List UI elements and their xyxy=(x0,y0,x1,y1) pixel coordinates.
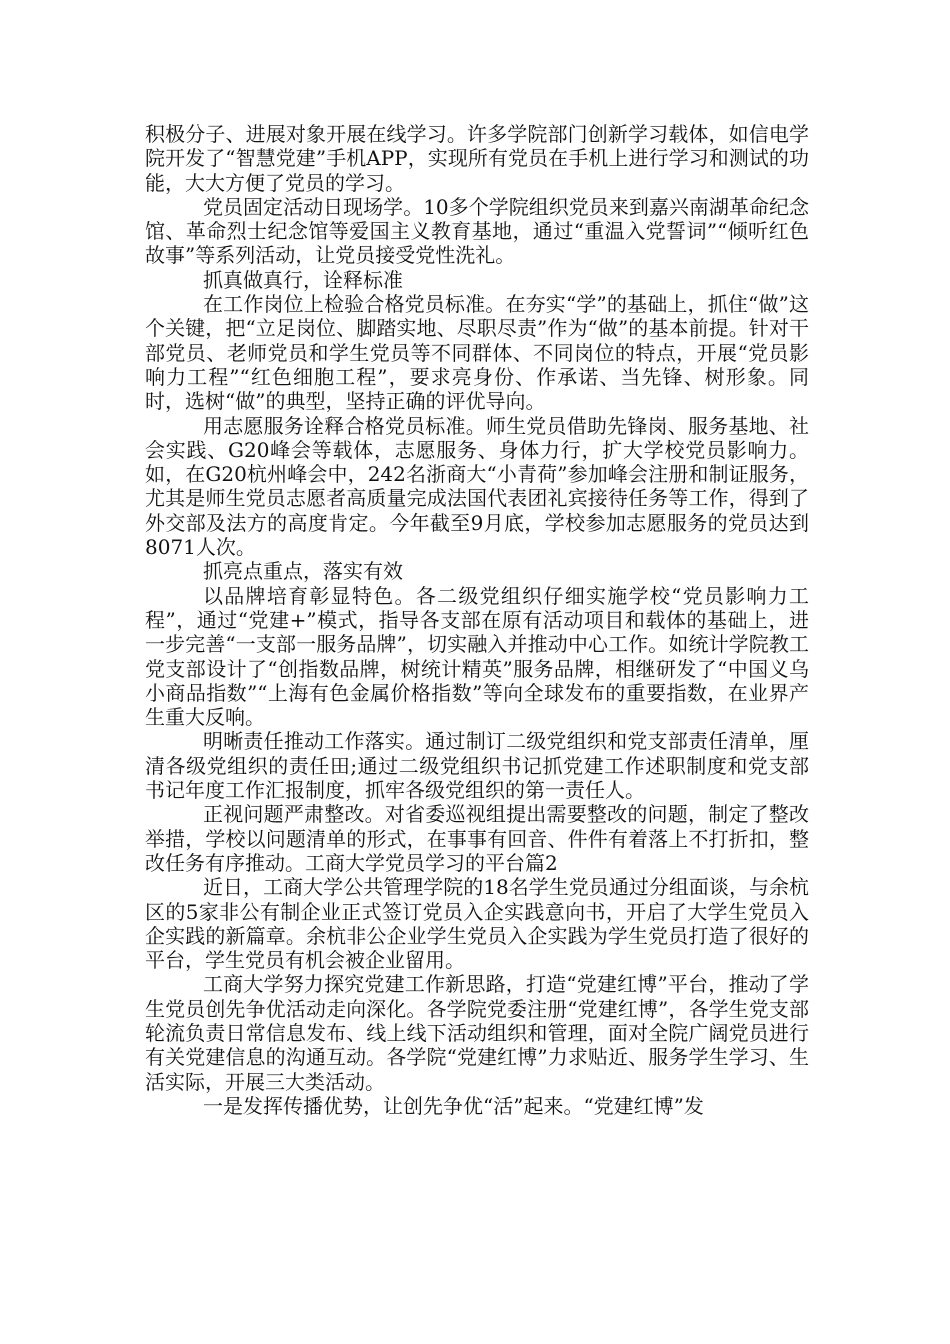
paragraph: 一是发挥传播优势，让创先争优“活”起来。“党建红博”发 xyxy=(203,1093,704,1118)
section-heading: 抓亮点重点，落实有效 xyxy=(203,559,403,584)
paragraph: 近日，工商大学公共管理学院的18名学生党员通过分组面谈，与余杭区的5家非公有制企业正式签订党员入企实践意向书，开启了大学生党员入企实践的新篇章。余杭非公企业学生党员入企实践为学生党员打造了很好的平台，学生党员有机会被企业留用。 xyxy=(145,875,809,973)
paragraph: 正视问题严肃整改。对省委巡视组提出需要整改的问题，制定了整改举措，学校以问题清单的形式，在事事有回音、件件有着落上不打折扣，整改任务有序推动。工商大学党员学习的平台篇2 xyxy=(145,802,809,875)
paragraph: 用志愿服务诠释合格党员标准。师生党员借助先锋岗、服务基地、社会实践、G20峰会等载体，志愿服务、身体力行，扩大学校党员影响力。如，在G20杭州峰会中，242名浙商大“小青荷”参加峰会注册和制证服务，尤其是师生党员志愿者高质量完成法国代表团礼宾接待任务等工作，得到了外交部及法方的高度肯定。今年截至9月底，学校参加志愿服务的党员达到8071人次。 xyxy=(145,413,809,560)
paragraph: 党员固定活动日现场学。10多个学院组织党员来到嘉兴南湖革命纪念馆、革命烈士纪念馆等爱国主义教育基地，通过“重温入党誓词”“倾听红色故事”等系列活动，让党员接受党性洗礼。 xyxy=(145,194,809,268)
paragraph: 以品牌培育彰显特色。各二级党组织仔细实施学校“党员影响力工程”，通过“党建+”模式，指导各支部在原有活动项目和载体的基础上，进一步完善“一支部一服务品牌”，切实融入并推动中心工作。如统计学院教工党支部设计了“创指数品牌，树统计精英”服务品牌，相继研发了“中国义乌小商品指数”“上海有色金属价格指数”等向全球发布的重要指数，在业界产生重大反响。 xyxy=(145,583,809,730)
paragraph: 在工作岗位上检验合格党员标准。在夯实“学”的基础上，抓住“做”这个关键，把“立足岗位、脚踏实地、尽职尽责”作为“做”的基本前提。针对干部党员、老师党员和学生党员等不同群体、不同岗位的特点，开展“党员影响力工程”“红色细胞工程”，要求亮身份、作承诺、当先锋、树形象。同时，选树“做”的典型，坚持正确的评优导向。 xyxy=(145,292,809,414)
paragraph: 积极分子、进展对象开展在线学习。许多学院部门创新学习载体，如信电学院开发了“智慧党建”手机APP，实现所有党员在手机上进行学习和测试的功能，大大方便了党员的学习。 xyxy=(145,122,809,195)
document-body xyxy=(145,122,809,1118)
paragraph: 明晰责任推动工作落实。通过制订二级党组织和党支部责任清单，厘清各级党组织的责任田;通过二级党组织书记抓党建工作述职制度和党支部书记年度工作汇报制度，抓牢各级党组织的第一责任人。 xyxy=(145,729,809,803)
section-heading: 抓真做真行，诠释标准 xyxy=(203,267,403,292)
paragraph: 工商大学努力探究党建工作新思路，打造“党建红博”平台，推动了学生党员创先争优活动走向深化。各学院党委注册“党建红博”，各学生党支部轮流负责日常信息发布、线上线下活动组织和管理，面对全院广阔党员进行有关党建信息的沟通互动。各学院“党建红博”力求贴近、服务学生学习、生活实际，开展三大类活动。 xyxy=(145,972,809,1094)
